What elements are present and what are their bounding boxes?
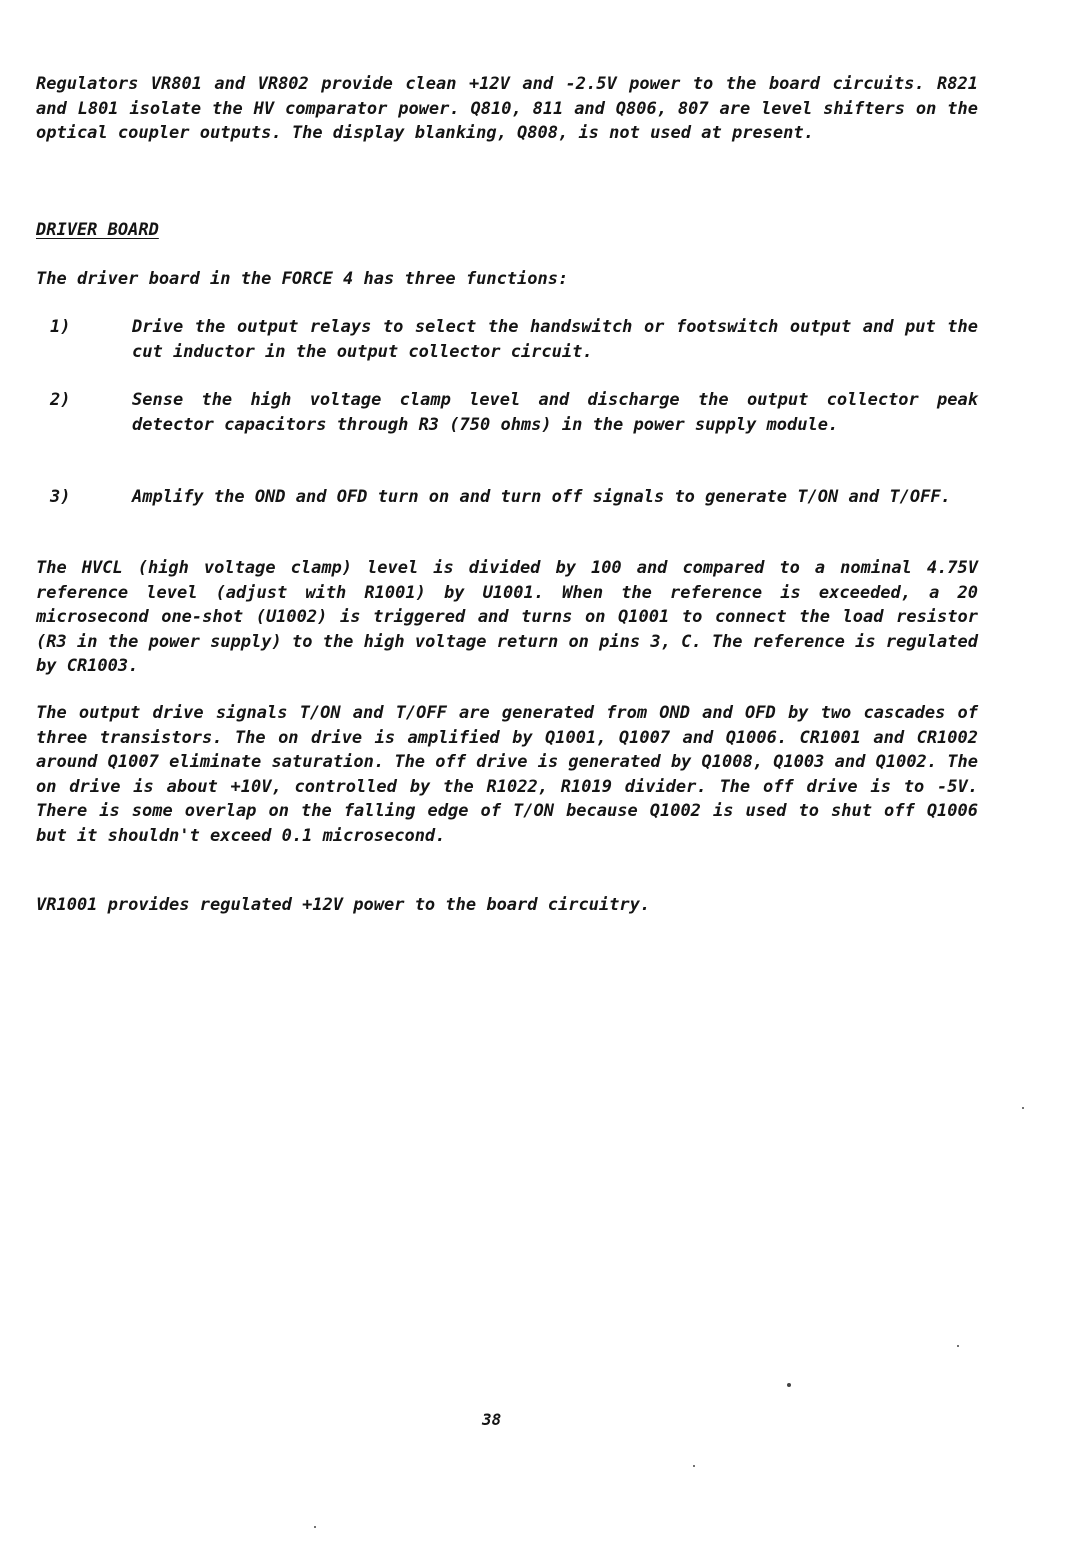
function-text: Sense the high voltage clamp level and discharge the output collector peak detector capacitors through R3 (750 ohms) in the power supply module. xyxy=(132,390,978,435)
scan-speck xyxy=(314,1526,316,1528)
scan-speck xyxy=(693,1465,695,1467)
function-number: 2) xyxy=(50,390,71,410)
function-number: 3) xyxy=(50,487,71,507)
hvcl-paragraph: The HVCL (high voltage clamp) level is divided by 100 and compared to a nominal 4.75V reference level (adjust with R1001) by U1001. When the reference is exceeded, a 20 microsecond one-shot (U1002) is triggered and turns on Q1001 to connect the load resistor (R3 in the power supply) to the high voltage return on pins 3, C. The reference is regulated by CR1003. xyxy=(36,558,978,676)
output-drive-paragraph: The output drive signals T/ON and T/OFF are generated from OND and OFD by two cascades of three transistors. The on drive is amplified by Q1001, Q1007 and Q1006. CR1001 and CR1002 around Q1007 eliminate saturation. The off drive is generated by Q1008, Q1003 and Q1002. The on drive is about +10V, controlled by the R1022, R1019 divider. The off drive is to -5V. There is some overlap on the falling edge of T/ON because Q1002 is used to shut off Q1006 but it shouldn't exceed 0.1 microsecond. xyxy=(36,703,978,846)
function-text: Amplify the OND and OFD turn on and turn off signals to generate T/ON and T/OFF. xyxy=(132,487,951,507)
page-number: 38 xyxy=(482,1410,502,1429)
vr1001-paragraph: VR1001 provides regulated +12V power to the board circuitry. xyxy=(36,895,651,915)
regulators-paragraph: Regulators VR801 and VR802 provide clean +12V and -2.5V power to the board circuits. R821 and L801 isolate the HV comparator power. Q810, 811 and Q806, 807 are level shifters on the optical coupler outputs. The display blanking, Q808, is not used at present. xyxy=(36,74,978,143)
function-number: 1) xyxy=(50,317,71,337)
driver-board-intro: The driver board in the FORCE 4 has three functions: xyxy=(36,269,569,289)
function-text: Drive the output relays to select the handswitch or footswitch output and put the cut inductor in the output collector circuit. xyxy=(132,317,978,362)
scan-speck xyxy=(1022,1107,1024,1109)
scan-speck xyxy=(957,1345,959,1347)
scan-speck xyxy=(787,1383,791,1387)
section-heading-driver-board: DRIVER BOARD xyxy=(36,220,159,240)
